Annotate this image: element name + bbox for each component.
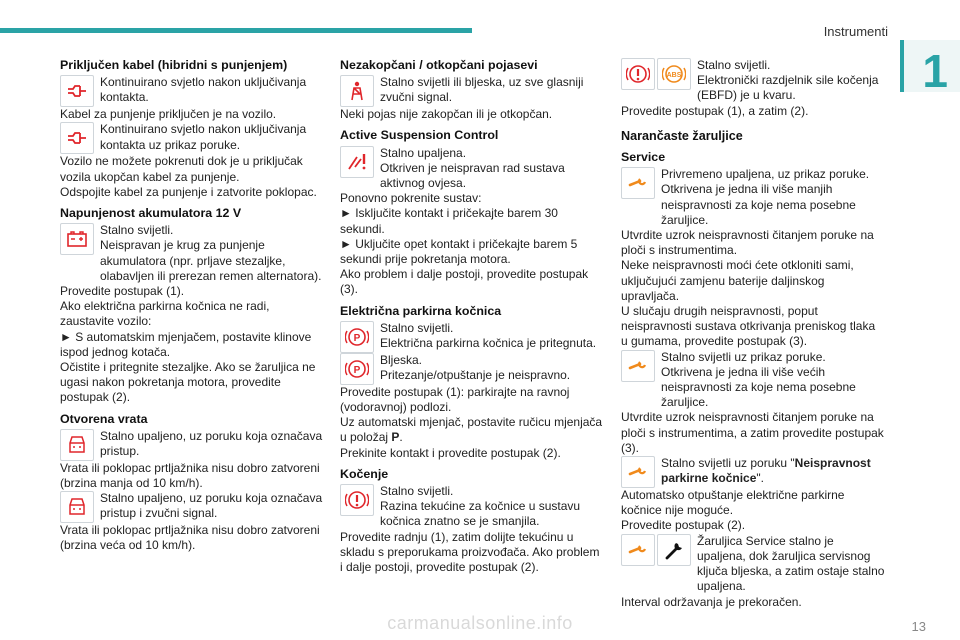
lamp-row: Stalno upaljeno, uz poruku koja označava pristup. <box>60 429 324 461</box>
wrench-icon <box>621 456 655 488</box>
column-left: Priključen kabel (hibridni s punjenjem) Kontinuirano svjetlo nakon uključivanja kontakta. Kabel za punjenje priključen je na vozilo. Kontinuirano svjetlo nakon uključivanja kontakta uz prikaz poruke. Vozilo ne možete pokrenuti dok je u priključak vozila ukopčan kabel za punjenje. Odspojite kabel za punjenje i zatvorite poklopac. Napunjenost akumulatora 12 V Stalno svijetli. Neispravan je krug za punjenje akumulatora (npr. prljave stezaljke, olabavljen ili prerezan remen alternatora). Provedite postupak (1). Ako električna parkirna kočnica ne radi, zaustavite vozilo: ► S automatskim mjenjačem, postavite klinove ispod jednog kotača. Očistite i pritegnite stezaljke. Ako se žaruljica ne ugasi nakon pokretanja motora, provedite postupak (2). Otvorena vrata Stalno upaljeno, uz poruku koja označava pristup. Vrata ili poklopac prtljažnika nisu dobro zatvoreni (brzina manja od 10 km/h). Stalno upaljeno, uz poruku koja označava pristup i zvučni signal. Vrata ili poklopac prtljažnika nisu dobro zatvoreni (brzina veća od 10 km/h). <box>60 58 323 553</box>
lamp-row: Privremeno upaljena, uz prikaz poruke. Otkrivena je jedna ili više manjih neispravnosti za koje nema posebne žaruljice. <box>621 167 885 228</box>
chapter-number: 1 <box>922 45 948 97</box>
svg-text:ABS: ABS <box>666 72 682 79</box>
section-title-seatbelt: Nezakopčani / otkopčani pojasevi <box>340 58 538 72</box>
abs-icon <box>657 58 691 90</box>
battery-icon <box>60 223 94 255</box>
parking-brake-icon <box>340 321 374 353</box>
spanner-icon <box>657 534 691 566</box>
svg-text:P: P <box>353 364 361 376</box>
section-title-orange-lamps: Narančaste žaruljice <box>621 128 743 143</box>
lamp-row: Stalno svijetli. Neispravan je krug za punjenje akumulatora (npr. prljave stezaljke, olabavljen ili prerezan remen alternatora). <box>60 223 324 284</box>
header-accent-bar <box>0 28 472 33</box>
watermark: carmanualsonline.info <box>387 613 573 633</box>
seatbelt-icon <box>340 75 374 107</box>
lamp-row: Stalno svijetli uz prikaz poruke. Otkrivena je jedna ili više većih neispravnosti za koje nema posebne žaruljice. <box>621 350 885 411</box>
lamp-row: Kontinuirano svjetlo nakon uključivanja kontakta uz prikaz poruke. <box>60 122 324 154</box>
lamp-row: Žaruljica Service stalno je upaljena, dok žaruljica servisnog ključa bljeska, a zatim ostaje stalno upaljena. <box>621 534 885 595</box>
lamp-row: Stalno svijetli. Razina tekućine za kočnice u sustavu kočnica znatno se je smanjila. <box>340 484 604 530</box>
brake-icon <box>340 484 374 516</box>
page-section-title: Instrumenti <box>823 24 888 39</box>
lamp-row: P Stalno svijetli. Električna parkirna kočnica je pritegnuta. <box>340 321 604 353</box>
section-title-battery: Napunjenost akumulatora 12 V <box>60 206 242 221</box>
brake-icon <box>621 58 655 90</box>
lamp-row: Stalno upaljeno, uz poruku koja označava pristup i zvučni signal. <box>60 491 324 523</box>
plug-icon <box>60 122 94 154</box>
column-middle: Nezakopčani / otkopčani pojasevi Stalno svijetli ili bljeska, uz sve glasniji zvučni signal. Neki pojas nije zakopčan ili je otkopčan. Active Suspension Control Stalno upaljena. Otkriven je neispravan rad sustava aktivnog ovjesa. Ponovno pokrenite sustav: ► Isključite kontakt i pričekajte barem 30 sekundi. ► Uključite opet kontakt i pričekajte barem 5 sekundi prije pokretanja motora. Ako problem i dalje postoji, provedite postupak (3). Električna parkirna kočnica P Stalno svijetli. Električna parkirna kočnica je pritegnuta. P Bljeska. Pritezanje/otpuštanje je neispravno. Provedite postupak (1): parkirajte na ravnoj (vodoravnoj) podlozi. Uz automatski mjenjač, postavite ručicu mjenjača u položaj P. Prekinite kontakt i provedite postupak (2). Kočenje Stalno svijetli. Razina tekućine za kočnice u sustavu kočnica znatno se je smanjila. Provedite radnju (1), zatim dolijte tekućinu u skladu s preporukama proizvođača. Ako problem i dalje postoji, provedite postupak (2). <box>340 58 603 575</box>
door-open-icon <box>60 429 94 461</box>
lamp-row: Stalno svijetli ili bljeska, uz sve glasniji zvučni signal. <box>340 75 604 107</box>
wrench-icon <box>621 350 655 382</box>
lamp-row: Stalno svijetli uz poruku "Neispravnost parkirne kočnice". <box>621 456 885 488</box>
section-title-door-open: Otvorena vrata <box>60 411 148 426</box>
section-title-braking: Kočenje <box>340 466 389 481</box>
section-title-suspension: Active Suspension Control <box>340 128 499 143</box>
page-number: 13 <box>911 619 926 634</box>
section-title-parking-brake: Električna parkirna kočnica <box>340 303 502 318</box>
door-open-icon <box>60 491 94 523</box>
svg-text:P: P <box>353 332 361 344</box>
lamp-row: Stalno upaljena. Otkriven je neispravan rad sustava aktivnog ovjesa. <box>340 146 604 192</box>
lamp-row: Kontinuirano svjetlo nakon uključivanja kontakta. <box>60 75 324 107</box>
lamp-row: ABS Stalno svijetli. Elektronički razdjelnik sile kočenja (EBFD) je u kvaru. <box>621 58 885 104</box>
plug-icon <box>60 75 94 107</box>
wrench-icon <box>621 534 655 566</box>
suspension-warning-icon <box>340 146 374 178</box>
wrench-icon <box>621 167 655 199</box>
section-title-service: Service <box>621 150 666 165</box>
lamp-row: P Bljeska. Pritezanje/otpuštanje je neispravno. <box>340 353 604 385</box>
column-right: ABS Stalno svijetli. Elektronički razdjelnik sile kočenja (EBFD) je u kvaru. Provedite postupak (1), a zatim (2). Narančaste žaruljice Service Privremeno upaljena, uz prikaz poruke. Otkrivena je jedna ili više manjih neispravnosti za koje nema posebne žaruljice. Utvrdite uzrok neispravnosti čitanjem poruke na ploči s instrumentima. Neke neispravnosti moći ćete otkloniti sami, uključujući zamjenu baterije daljinskog upravljača. U slučaju drugih neispravnosti, poput neispravnosti sustava otkrivanja preniskog tlaka u gumama, provedite postupak (3). Stalno svijetli uz prikaz poruke. Otkrivena je jedna ili više većih neispravnosti za koje nema posebne žaruljice. Utvrdite uzrok neispravnosti čitanjem poruke na ploči s instrumentima, a zatim provedite postupak (3). Stalno svijetli uz poruku "Neispravnost parkirne kočnice". Automatsko otpuštanje električne parkirne kočnice nije moguće. Provedite postupak (2). Žaruljica Service stalno je upaljena, dok žaruljica servisnog ključa bljeska, a zatim ostaje stalno upaljena. Interval održavanja je prekoračen. <box>621 58 885 609</box>
parking-brake-icon <box>340 353 374 385</box>
section-title-charging-cable: Priključen kabel (hibridni s punjenjem) <box>60 58 288 72</box>
